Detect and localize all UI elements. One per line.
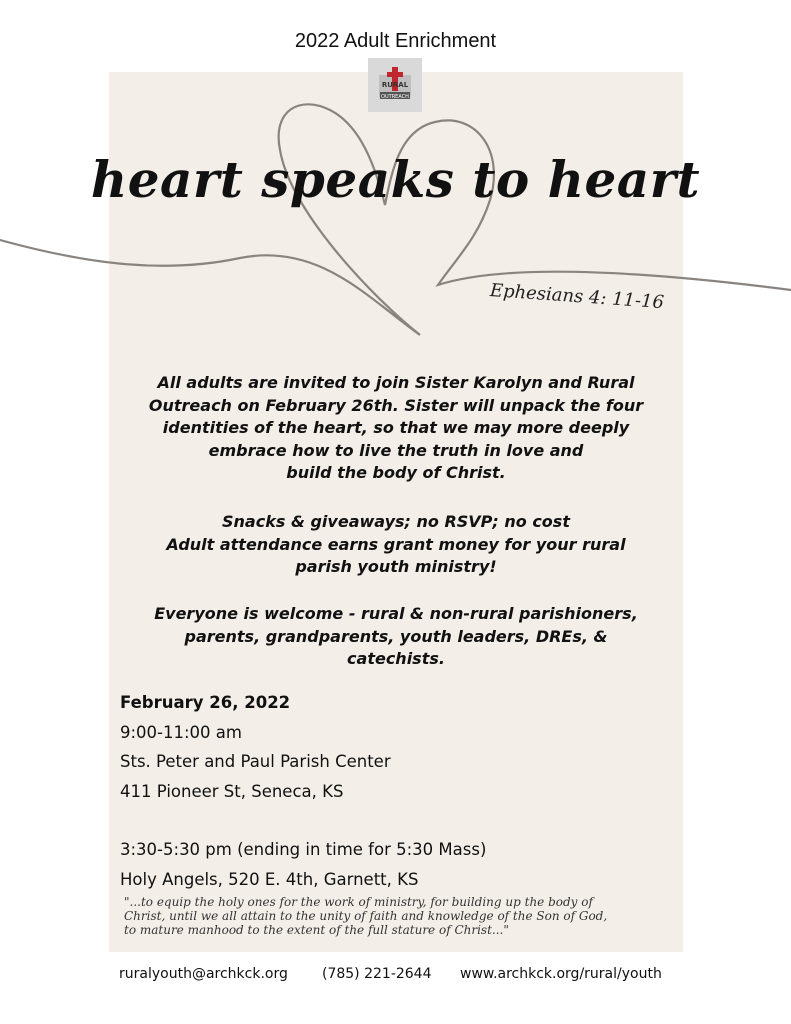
footer-email[interactable]: ruralyouth@archkck.org — [119, 966, 288, 982]
snacks-line: Snacks & giveaways; no RSVP; no cost — [222, 512, 570, 531]
spacer — [120, 806, 620, 835]
footer-phone[interactable]: (785) 221-2644 — [322, 966, 432, 982]
snacks-line: parish youth ministry! — [295, 557, 497, 576]
welcome-paragraph — [120, 603, 672, 671]
quote-line: "...to equip the holy ones for the work of ministry, for building up the body of — [124, 895, 593, 909]
invitation-line: identities of the heart, so that we may more deeply — [162, 418, 630, 437]
session1-address: 411 Pioneer St, Seneca, KS — [120, 781, 344, 801]
rural-outreach-logo — [368, 58, 422, 112]
invitation-line: embrace how to live the truth in love and — [208, 440, 584, 460]
session2-time: 3:30-5:30 pm (ending in time for 5:30 Mass) — [120, 840, 487, 859]
event-details — [120, 688, 620, 894]
cross-icon — [375, 65, 415, 105]
welcome-line: Everyone is welcome - rural & non-rural parishioners, — [154, 604, 638, 623]
event-date: February 26, 2022 — [120, 693, 291, 712]
snacks-line: Adult attendance earns grant money for your rural — [166, 534, 626, 554]
main-title: heart speaks to heart — [90, 150, 701, 209]
snacks-paragraph — [120, 511, 672, 579]
session1-venue: Sts. Peter and Paul Parish Center — [120, 752, 391, 771]
invitation-paragraph — [120, 372, 672, 485]
invitation-line: build the body of Christ. — [286, 463, 506, 482]
scripture-quote — [124, 895, 669, 937]
invitation-line: All adults are invited to join Sister Karolyn and Rural — [157, 373, 635, 392]
footer-website[interactable]: www.archkck.org/rural/youth — [460, 966, 662, 982]
welcome-line: parents, grandparents, youth leaders, DREs, & — [184, 626, 608, 646]
svg-text:RURAL: RURAL — [381, 81, 409, 89]
quote-line: to mature manhood to the extent of the full stature of Christ..." — [124, 923, 509, 937]
session2-venue-address: Holy Angels, 520 E. 4th, Garnett, KS — [120, 869, 419, 889]
session1-time: 9:00-11:00 am — [120, 722, 242, 742]
scripture-reference: Ephesians 4: 11-16 — [489, 280, 665, 314]
welcome-line: catechists. — [347, 649, 445, 668]
svg-text:OUTREACH: OUTREACH — [381, 94, 409, 100]
invitation-line: Outreach on February 26th. Sister will unpack the four — [148, 395, 644, 415]
header-title: 2022 Adult Enrichment — [294, 30, 497, 52]
footer-contact — [0, 966, 791, 990]
quote-line: Christ, until we all attain to the unity of faith and knowledge of the Son of God, — [124, 909, 608, 923]
